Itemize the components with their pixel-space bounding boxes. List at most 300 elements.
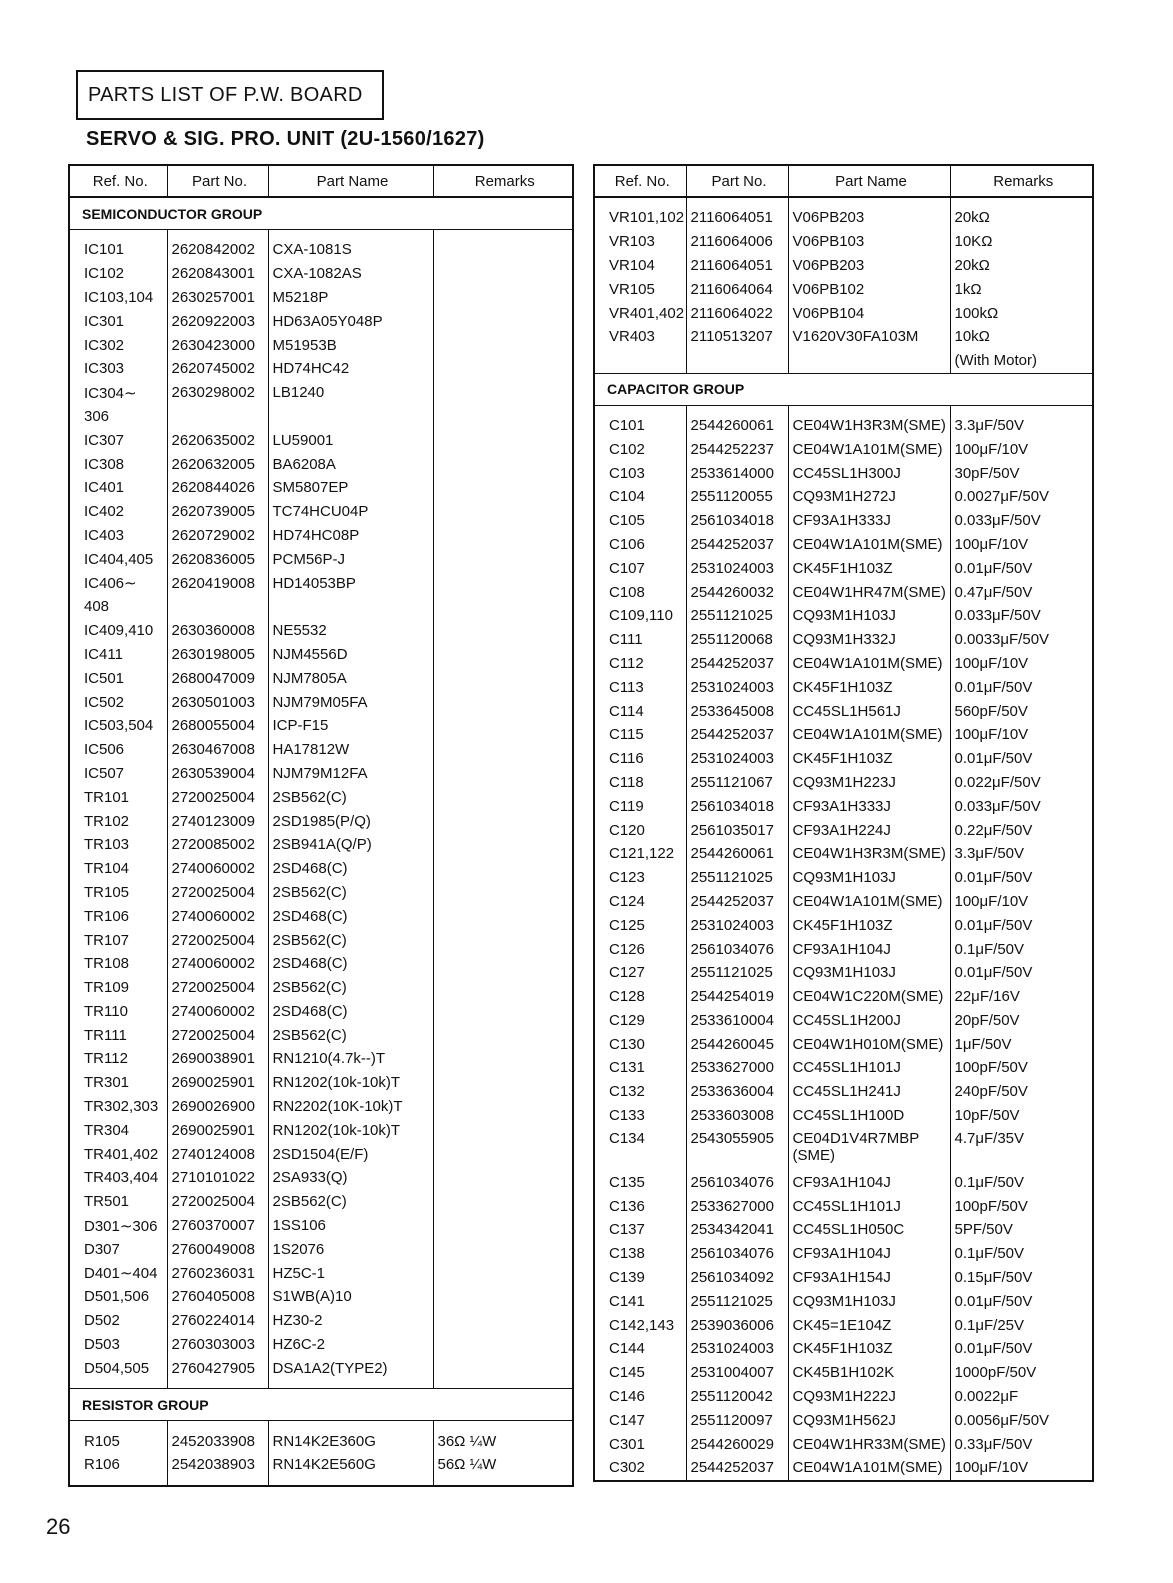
spacer-cell [69, 1477, 167, 1486]
spacer-row [594, 405, 1093, 414]
ref-no-cell: C145 [609, 1364, 645, 1382]
part-no-cell: 2690038901 [167, 1047, 268, 1071]
part-no-cell: 2720085002 [167, 833, 268, 857]
part-name-cell: CC45SL1H101J [788, 1194, 950, 1218]
part-no-cell: 2720025004 [167, 928, 268, 952]
spacer-cell [433, 1380, 573, 1389]
spacer-cell [433, 1421, 573, 1430]
table-row [69, 524, 573, 548]
remarks-cell [433, 833, 573, 857]
part-no-cell: 2620729002 [167, 524, 268, 548]
spacer-row [69, 1477, 573, 1486]
part-name-cell: 2SB562(C) [268, 976, 433, 1000]
part-no-cell: 2116064051 [686, 254, 788, 278]
part-name-cell: HZ30-2 [268, 1309, 433, 1333]
ref-no-cell: C146 [609, 1388, 645, 1406]
spacer-cell [950, 405, 1093, 414]
spacer-cell [433, 1477, 573, 1486]
part-name-cell: CK45F1H103Z [788, 675, 950, 699]
part-no-cell: 2740123009 [167, 809, 268, 833]
ref-no-cell: TR104 [84, 860, 130, 878]
ref-no-cell: IC302 [84, 336, 125, 354]
table-row [594, 1104, 1093, 1128]
ref-no-cell: C106 [609, 535, 645, 553]
part-no-cell: 2531024003 [686, 675, 788, 699]
table-row [594, 1289, 1093, 1313]
part-name-cell: NJM79M05FA [268, 690, 433, 714]
ref-no-cell: IC103,104 [84, 288, 154, 306]
page-title: PARTS LIST OF P.W. BOARD [76, 70, 384, 120]
part-name-cell: HD14053BP [268, 571, 433, 595]
part-name-cell: HZ6C-2 [268, 1333, 433, 1357]
remarks-cell: 0.033μF/50V [950, 604, 1093, 628]
table-row [69, 809, 573, 833]
remarks-cell: 0.01μF/50V [950, 747, 1093, 771]
part-no-cell: 2533603008 [686, 1104, 788, 1128]
remarks-cell [433, 976, 573, 1000]
table-row [69, 476, 573, 500]
part-name-cell: CK45F1H103Z [788, 1337, 950, 1361]
ref-no-cell: D503 [84, 1336, 120, 1354]
part-name-cell: HD74HC08P [268, 524, 433, 548]
remarks-cell: 560pF/50V [950, 699, 1093, 723]
ref-no-cell: C113 [609, 678, 644, 696]
ref-no-cell: C103 [609, 464, 645, 482]
part-name-cell: V06PB102 [788, 277, 950, 301]
remarks-cell [433, 1071, 573, 1095]
part-no-cell: 2544252037 [686, 1456, 788, 1481]
ref-no-cell: C133 [609, 1107, 645, 1125]
part-no-cell: 2620745002 [167, 357, 268, 381]
remarks-cell: 0.01μF/50V [950, 556, 1093, 580]
part-no-cell: 2544260061 [686, 414, 788, 438]
part-name-cell: CF93A1H333J [788, 509, 950, 533]
table-row [69, 952, 573, 976]
remarks-cell [433, 405, 573, 429]
part-name-cell: 2SA933(Q) [268, 1166, 433, 1190]
part-no-cell: 2620419008 [167, 571, 268, 595]
part-no-cell: 2620842002 [167, 238, 268, 262]
col-remarks: Remarks [950, 165, 1093, 197]
part-no-cell: 2116064064 [686, 277, 788, 301]
part-no-cell: 2539036006 [686, 1313, 788, 1337]
ref-no-cell: IC102 [84, 265, 125, 283]
part-name-cell: CE04W1H010M(SME) [788, 1032, 950, 1056]
ref-no-cell: TR107 [84, 931, 130, 949]
remarks-cell: 3.3μF/50V [950, 842, 1093, 866]
part-no-cell: 2110513207 [686, 325, 788, 349]
part-no-cell: 2740060002 [167, 857, 268, 881]
table-row [594, 461, 1093, 485]
part-name-cell: 2SB562(C) [268, 785, 433, 809]
spacer-cell [167, 1477, 268, 1486]
remarks-cell [433, 428, 573, 452]
table-row [69, 1071, 573, 1095]
remarks-cell: 3.3μF/50V [950, 414, 1093, 438]
remarks-cell: 1000pF/50V [950, 1361, 1093, 1385]
spacer-cell [788, 197, 950, 206]
ref-no-cell: IC308 [84, 455, 125, 473]
table-row [69, 309, 573, 333]
remarks-cell [433, 524, 573, 548]
part-name-cell: RN1202(10k-10k)T [268, 1118, 433, 1142]
part-no-cell: 2680047009 [167, 666, 268, 690]
remarks-cell: 20kΩ [950, 254, 1093, 278]
part-name-cell: 1S2076 [268, 1237, 433, 1261]
table-row [594, 842, 1093, 866]
part-no-cell: 2531004007 [686, 1361, 788, 1385]
table-row [69, 1309, 573, 1333]
ref-no-cell: 408 [84, 598, 110, 616]
table-row [69, 762, 573, 786]
part-no-cell: 2551121025 [686, 1289, 788, 1313]
table-row [69, 1047, 573, 1071]
part-no-cell: 2720025004 [167, 881, 268, 905]
ref-no-cell: IC503,504 [84, 717, 154, 735]
remarks-cell: 100μF/10V [950, 890, 1093, 914]
part-name-cell [268, 405, 433, 429]
table-row [69, 619, 573, 643]
part-name-cell: PCM56P-J [268, 547, 433, 571]
part-name-cell: RN1210(4.7k--)T [268, 1047, 433, 1071]
table-row [594, 1080, 1093, 1104]
ref-no-cell: TR301 [84, 1074, 130, 1092]
part-name-cell: CK45F1H103Z [788, 556, 950, 580]
table-row [594, 961, 1093, 985]
remarks-cell: 0.33μF/50V [950, 1432, 1093, 1456]
remarks-cell [433, 1047, 573, 1071]
table-row [69, 452, 573, 476]
ref-no-cell: C136 [609, 1197, 645, 1215]
part-no-cell: 2544260032 [686, 580, 788, 604]
remarks-cell: 0.15μF/50V [950, 1266, 1093, 1290]
remarks-cell: 10KΩ [950, 230, 1093, 254]
part-no-cell: 2544260061 [686, 842, 788, 866]
part-no-cell: 2544252237 [686, 437, 788, 461]
remarks-cell: 100pF/50V [950, 1056, 1093, 1080]
part-name-cell: CE04W1HR47M(SME) [788, 580, 950, 604]
remarks-cell: 0.0027μF/50V [950, 485, 1093, 509]
part-name-cell: CQ93M1H103J [788, 961, 950, 985]
table-row [69, 714, 573, 738]
part-no-cell: 2544252037 [686, 533, 788, 557]
ref-no-cell: C144 [609, 1340, 645, 1358]
part-name-cell: NJM79M12FA [268, 762, 433, 786]
ref-no-cell: IC301 [84, 312, 125, 330]
part-name-cell: NJM7805A [268, 666, 433, 690]
ref-no-cell: C129 [609, 1011, 645, 1029]
remarks-cell [433, 547, 573, 571]
ref-no-cell: VR401,402 [609, 304, 685, 322]
part-no-cell: 2551120097 [686, 1408, 788, 1432]
table-row [69, 381, 573, 405]
part-no-cell: 2630423000 [167, 333, 268, 357]
ref-no-cell: D501,506 [84, 1288, 150, 1306]
remarks-cell: 100μF/10V [950, 533, 1093, 557]
remarks-cell [433, 857, 573, 881]
part-no-cell: 2544254019 [686, 985, 788, 1009]
ref-no-cell: C139 [609, 1269, 645, 1287]
table-row [594, 556, 1093, 580]
ref-no-cell: C141 [609, 1292, 645, 1310]
remarks-cell [433, 1356, 573, 1380]
col-part-no: Part No. [167, 165, 268, 197]
table-row [594, 652, 1093, 676]
table-row [594, 509, 1093, 533]
remarks-cell: 0.1μF/25V [950, 1313, 1093, 1337]
table-row [69, 904, 573, 928]
table-row [69, 666, 573, 690]
spacer-cell [69, 230, 167, 239]
ref-no-cell: C111 [609, 631, 643, 649]
part-name-cell: 2SD468(C) [268, 952, 433, 976]
remarks-cell: 0.01μF/50V [950, 675, 1093, 699]
spacer-row [594, 197, 1093, 206]
part-no-cell: 2551121067 [686, 771, 788, 795]
part-name-cell: 2SD468(C) [268, 904, 433, 928]
table-row [594, 1218, 1093, 1242]
remarks-cell: 100pF/50V [950, 1194, 1093, 1218]
part-no-cell: 2690025901 [167, 1071, 268, 1095]
remarks-cell: 30pF/50V [950, 461, 1093, 485]
table-row [594, 1432, 1093, 1456]
part-name-cell: 2SD468(C) [268, 1000, 433, 1024]
table-row [594, 349, 1093, 373]
ref-no-cell: TR101 [84, 788, 130, 806]
part-no-cell: 2720025004 [167, 1023, 268, 1047]
part-name-cell: 2SD468(C) [268, 857, 433, 881]
part-no-cell: 2620739005 [167, 500, 268, 524]
spacer-cell [950, 197, 1093, 206]
table-row [594, 1408, 1093, 1432]
part-name-cell: 2SD1504(E/F) [268, 1142, 433, 1166]
ref-no-cell: C109,110 [609, 607, 673, 625]
table-row [594, 1361, 1093, 1385]
table-row [69, 547, 573, 571]
part-name-cell: HD74HC42 [268, 357, 433, 381]
part-no-cell: 2542038903 [167, 1453, 268, 1477]
part-name-cell: 2SB562(C) [268, 1023, 433, 1047]
part-no-cell: 2551121025 [686, 604, 788, 628]
part-name-cell: CF93A1H104J [788, 937, 950, 961]
table-row [69, 1261, 573, 1285]
group-label: SEMICONDUCTOR GROUP [69, 197, 573, 230]
part-name-cell: HD63A05Y048P [268, 309, 433, 333]
ref-no-cell: C302 [609, 1459, 645, 1477]
part-name-cell: CE04W1C220M(SME) [788, 985, 950, 1009]
part-no-cell: 2531024003 [686, 1337, 788, 1361]
part-no-cell: 2561034076 [686, 937, 788, 961]
table-row [594, 1170, 1093, 1194]
remarks-cell [433, 952, 573, 976]
ref-no-cell: C301 [609, 1435, 645, 1453]
part-no-cell: 2740124008 [167, 1142, 268, 1166]
ref-no-cell: C130 [609, 1035, 645, 1053]
part-name-cell: V06PB103 [788, 230, 950, 254]
part-no-cell: 2620635002 [167, 428, 268, 452]
ref-no-cell: IC406∼ [84, 575, 137, 593]
part-no-cell: 2116064022 [686, 301, 788, 325]
ref-no-cell: IC403 [84, 526, 125, 544]
ref-no-cell: IC506 [84, 741, 125, 759]
spacer-cell [167, 1421, 268, 1430]
ref-no-cell: IC401 [84, 479, 125, 497]
remarks-cell: 0.01μF/50V [950, 1337, 1093, 1361]
ref-no-cell: C116 [609, 750, 644, 768]
part-no-cell: 2544252037 [686, 723, 788, 747]
remarks-cell: 0.01μF/50V [950, 1289, 1093, 1313]
ref-no-cell: TR112 [84, 1050, 128, 1068]
remarks-cell: 0.47μF/50V [950, 580, 1093, 604]
ref-no-cell: D504,505 [84, 1359, 150, 1377]
part-name-cell: CC45SL1H241J [788, 1080, 950, 1104]
remarks-cell: 0.0033μF/50V [950, 628, 1093, 652]
part-no-cell: 2561034018 [686, 509, 788, 533]
ref-no-cell: IC409,410 [84, 622, 154, 640]
remarks-cell: 0.0056μF/50V [950, 1408, 1093, 1432]
part-no-cell: 2531024003 [686, 556, 788, 580]
ref-no-cell: C101 [609, 416, 645, 434]
ref-no-cell: TR111 [84, 1026, 127, 1044]
part-name-cell: CE04W1H3R3M(SME) [788, 414, 950, 438]
part-name-cell: CC45SL1H101J [788, 1056, 950, 1080]
table-row [594, 206, 1093, 230]
part-name-cell: CC45SL1H561J [788, 699, 950, 723]
col-part-name: Part Name [788, 165, 950, 197]
remarks-cell [433, 1142, 573, 1166]
remarks-cell [433, 881, 573, 905]
ref-no-cell: C137 [609, 1221, 645, 1239]
remarks-cell: 1μF/50V [950, 1032, 1093, 1056]
remarks-cell [433, 309, 573, 333]
part-name-cell: CC45SL1H100D [788, 1104, 950, 1128]
ref-no-cell: IC501 [84, 669, 125, 687]
remarks-cell: 0.01μF/50V [950, 913, 1093, 937]
table-row [69, 857, 573, 881]
part-no-cell: 2551120042 [686, 1385, 788, 1409]
remarks-cell [433, 785, 573, 809]
part-name-cell: CK45F1H103Z [788, 747, 950, 771]
part-name-cell [788, 349, 950, 373]
ref-no-cell: IC411 [84, 645, 123, 663]
part-name-cell: CE04W1A101M(SME) [788, 652, 950, 676]
part-name-cell: CK45=1E104Z [788, 1313, 950, 1337]
part-no-cell: 2720025004 [167, 976, 268, 1000]
part-no-cell [167, 595, 268, 619]
spacer-cell [167, 230, 268, 239]
ref-no-cell: IC507 [84, 764, 125, 782]
remarks-cell: (With Motor) [950, 349, 1093, 373]
remarks-cell: 0.1μF/50V [950, 1170, 1093, 1194]
part-name-cell: 2SB562(C) [268, 928, 433, 952]
part-no-cell: 2561034092 [686, 1266, 788, 1290]
part-no-cell: 2690026900 [167, 1095, 268, 1119]
part-no-cell: 2561034018 [686, 794, 788, 818]
spacer-row [69, 1380, 573, 1389]
table-row [594, 1313, 1093, 1337]
ref-no-cell: C115 [609, 726, 644, 744]
ref-no-cell: C147 [609, 1411, 645, 1429]
ref-no-cell: C126 [609, 940, 645, 958]
part-name-cell: CE04W1A101M(SME) [788, 1456, 950, 1481]
part-no-cell: 2690025901 [167, 1118, 268, 1142]
remarks-cell [433, 333, 573, 357]
table-row [69, 1237, 573, 1261]
part-no-cell: 2760049008 [167, 1237, 268, 1261]
part-no-cell: 2760405008 [167, 1285, 268, 1309]
part-name-cell: CE04W1H3R3M(SME) [788, 842, 950, 866]
ref-no-cell: IC404,405 [84, 550, 154, 568]
part-no-cell: 2680055004 [167, 714, 268, 738]
remarks-cell: 0.033μF/50V [950, 509, 1093, 533]
ref-no-cell: C102 [609, 440, 645, 458]
part-name-cell: CE04W1A101M(SME) [788, 533, 950, 557]
table-row [69, 238, 573, 262]
remarks-cell: 0.01μF/50V [950, 866, 1093, 890]
spacer-cell [69, 1421, 167, 1430]
remarks-cell: 100μF/10V [950, 723, 1093, 747]
ref-no-cell: C112 [609, 654, 644, 672]
remarks-cell: 0.1μF/50V [950, 937, 1093, 961]
table-row [69, 1429, 573, 1453]
part-no-cell: 2630198005 [167, 643, 268, 667]
table-row [594, 580, 1093, 604]
part-name-cell: CQ93M1H562J [788, 1408, 950, 1432]
part-no-cell: 2561035017 [686, 818, 788, 842]
table-row [594, 1385, 1093, 1409]
table-row [594, 1056, 1093, 1080]
spacer-cell [433, 230, 573, 239]
part-name-cell: 2SB562(C) [268, 881, 433, 905]
group-label: CAPACITOR GROUP [594, 373, 1093, 405]
part-no-cell: 2533627000 [686, 1194, 788, 1218]
part-no-cell: 2740060002 [167, 1000, 268, 1024]
part-name-cell: CE04W1A101M(SME) [788, 437, 950, 461]
part-name-cell: HZ5C-1 [268, 1261, 433, 1285]
part-name-cell: 1SS106 [268, 1214, 433, 1238]
remarks-cell [433, 1190, 573, 1214]
ref-no-cell: TR106 [84, 907, 130, 925]
part-no-cell: 2551120068 [686, 628, 788, 652]
part-no-cell: 2620844026 [167, 476, 268, 500]
table-row [69, 928, 573, 952]
table-row [594, 818, 1093, 842]
remarks-cell [433, 928, 573, 952]
table-row [69, 1166, 573, 1190]
part-name-cell: HA17812W [268, 738, 433, 762]
table-row [594, 325, 1093, 349]
spacer-row [69, 1421, 573, 1430]
part-name-cell: NJM4556D [268, 643, 433, 667]
table-row [594, 747, 1093, 771]
table-row [594, 533, 1093, 557]
part-name-cell: 2SB941A(Q/P) [268, 833, 433, 857]
ref-no-cell: D401∼404 [84, 1265, 158, 1283]
ref-no-cell: C134 [609, 1130, 645, 1148]
part-name-cell: CF93A1H104J [788, 1170, 950, 1194]
parts-table-right [593, 164, 1094, 1482]
spacer-cell [686, 197, 788, 206]
parts-table-left [68, 164, 574, 1487]
remarks-cell [433, 1237, 573, 1261]
ref-no-cell: VR101,102 [609, 209, 685, 227]
remarks-cell [433, 595, 573, 619]
table-row [594, 985, 1093, 1009]
part-name-cell: M5218P [268, 286, 433, 310]
ref-no-cell: C121,122 [609, 845, 675, 863]
table-row [594, 866, 1093, 890]
remarks-cell: 100μF/10V [950, 437, 1093, 461]
